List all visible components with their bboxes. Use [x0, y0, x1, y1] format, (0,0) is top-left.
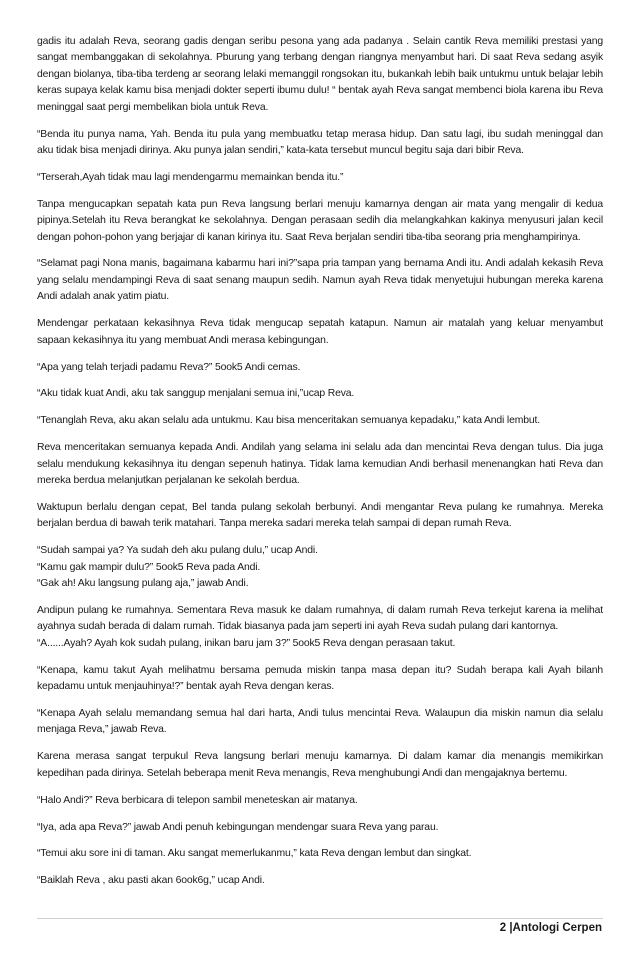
paragraph: Andipun pulang ke rumahnya. Sementara Reva masuk ke dalam rumahnya, di dalam rumah Reva terkejut karena ia melihat ayahnya sudah berada di dalam rumah. Tidak biasanya pada jam seperti ini ayah Reva sudah pulang dari kantornya. [37, 604, 603, 633]
paragraph: “Baiklah Reva , aku pasti akan 6ook6g,” ucap Andi. [37, 875, 265, 887]
paragraph: “Iya, ada apa Reva?” jawab Andi penuh kebingungan mendengar suara Reva yang parau. [37, 821, 439, 833]
paragraph: “Halo Andi?” Reva berbicara di telepon sambil meneteskan air matanya. [37, 794, 358, 806]
paragraph: “Tenanglah Reva, aku akan selalu ada untukmu. Kau bisa menceritakan semuanya kepadaku,” kata Andi lembut. [37, 415, 540, 427]
paragraph: “Benda itu punya nama, Yah. Benda itu pula yang membuatku tetap merasa hidup. Dan satu lagi, ibu sudah meninggal dan aku tidak bisa menjadi dirinya. Aku punya jalan sendiri,” kata-kata tersebut muncul begitu saja dari bibir Reva. [37, 128, 603, 156]
footer-divider [37, 918, 603, 919]
paragraph: “Kenapa Ayah selalu memandang semua hal dari harta, Andi tulus mencintai Reva. Walaupun dia miskin namun dia selalu menjaga Reva,” jawab Reva. [37, 708, 603, 736]
paragraph: Karena merasa sangat terpukul Reva langsung berlari menuju kamarnya. Di dalam kamar dia menangis memikirkan kepedihan pada dirinya. Setelah beberapa menit Reva menangis, Reva menghubungi Andi dan mengajaknya bertemu. [37, 751, 603, 779]
dialogue-line: “Kamu gak mampir dulu?” 5ook5 Reva pada Andi. [37, 561, 261, 573]
paragraph: Waktupun berlalu dengan cepat, Bel tanda pulang sekolah berbunyi. Andi mengantar Reva pulang ke rumahnya. Mereka berjalan berdua di bawah terik matahari. Tanpa mereka sadari mereka telah sampai di depan rumah Reva. [37, 501, 603, 530]
dialogue-line: “Sudah sampai ya? Ya sudah deh aku pulang dulu,” ucap Andi. [37, 545, 318, 557]
paragraph: Tanpa mengucapkan sepatah kata pun Reva langsung berlari menuju kamarnya dengan air mata yang mengalir di kedua pipinya.Setelah itu Reva berangkat ke sekolahnya. Dengan perasaan sedih dia melangkahkan kakinya menyusuri jalan kecil dengan pohon-pohon yang berjajar di kanan kirinya itu. Saat Reva berjalan sendiri tiba-tiba seorang pria menghampirinya. [37, 198, 603, 243]
paragraph: “Aku tidak kuat Andi, aku tak sanggup menjalani semua ini,”ucap Reva. [37, 388, 355, 400]
paragraph: “Selamat pagi Nona manis, bagaimana kabarmu hari ini?”sapa pria tampan yang bernama Andi itu. Andi adalah kekasih Reva yang selalu mendampingi Reva di saat senang maupun sedih. Namun ayah Reva tidak menyetujui hubungan mereka karena Andi adalah anak yatim piatu. [37, 258, 603, 303]
paragraph: Reva menceritakan semuanya kepada Andi. Andilah yang selama ini selalu ada dan mencintai Reva dengan tulus. Dia juga selalu mendukung kekasihnya itu dengan sepenuh hatinya. Tidak lama kemudian Andi berhasil menenangkan hati Reva dan mereka berdua melanjutkan perjalanan ke sekolah berdua. [37, 442, 603, 487]
paragraph: Mendengar perkataan kekasihnya Reva tidak mengucap sepatah katapun. Namun air matalah yang keluar menyambut sapaan kekasihnya itu yang membuat Andi merasa kebingungan. [37, 318, 603, 346]
paragraph: “Apa yang telah terjadi padamu Reva?” 5ook5 Andi cemas. [37, 361, 301, 373]
paragraph: “Terserah,Ayah tidak mau lagi mendengarmu memainkan benda itu.” [37, 171, 344, 183]
dialogue-line: “A......Ayah? Ayah kok sudah pulang, inikan baru jam 3?” 5ook5 Reva dengan perasaan takut. [37, 637, 456, 649]
page-footer: 2 |Antologi Cerpen [499, 922, 602, 934]
paragraph: gadis itu adalah Reva, seorang gadis dengan seribu pesona yang ada padanya . Selain cantik Reva memiliki prestasi yang sangat membanggakan di sekolahnya. Pburung yang terbang dengan riangnya menyambut hari. Di saat Reva sedang asyik dengan biolanya, tiba-tiba terdeng ar seorang lelaki memanggil rongsokan itu, bukankah lebih baik untukmu untuk belajar lebih keras supaya kelak kamu bisa menjadi dokter seperti ibumu dulu! “ bentak ayah Reva sangat membenci biola karena ibu Reva meninggal saat pergi membelikan biola untuk Reva. [37, 36, 603, 113]
paragraph: “Kenapa, kamu takut Ayah melihatmu bersama pemuda miskin tanpa masa depan itu? Sudah berapa kali Ayah bilanh kepadamu untuk menjauhinya!?” bentak ayah Reva dengan keras. [37, 664, 603, 693]
paragraph: “Temui aku sore ini di taman. Aku sangat memerlukanmu,” kata Reva dengan lembut dan singkat. [37, 848, 472, 860]
dialogue-line: “Gak ah! Aku langsung pulang aja,” jawab Andi. [37, 578, 249, 590]
story-text [37, 34, 603, 900]
